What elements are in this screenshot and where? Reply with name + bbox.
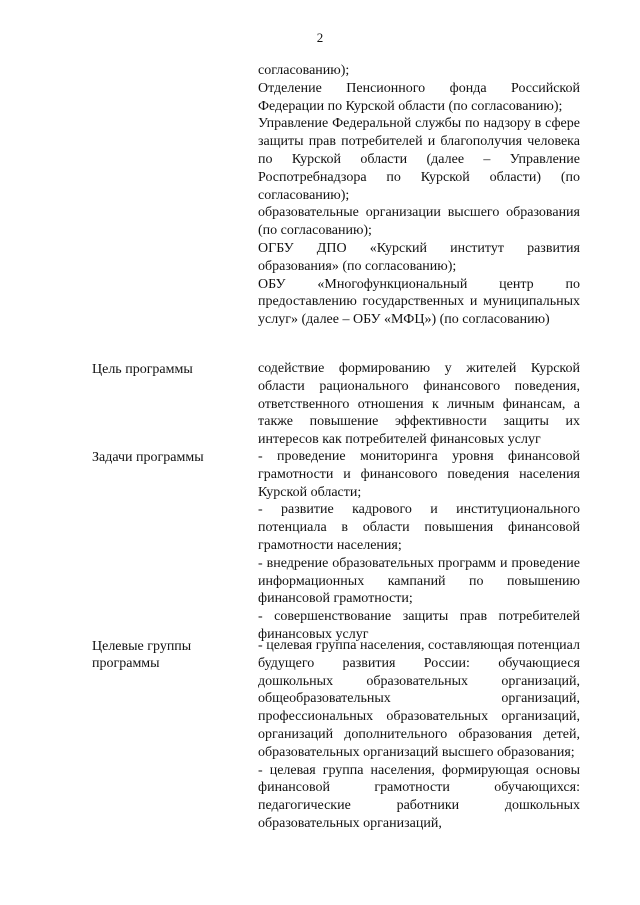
target-groups-label: Целевые группы программы (92, 639, 192, 671)
paragraph: Управление Федеральной службы по надзору в сфере защиты прав потребителей и благополучия человека по Курской области (далее – Управление Роспотребнадзора по Курской области) (по согласованию); (258, 116, 580, 203)
tasks-label: Задачи программы (92, 450, 204, 465)
tasks-text (258, 448, 580, 644)
paragraph: ОБУ «Многофункциональный центр по предоставлению государственных и муниципальных услуг» (далее – ОБУ «МФЦ») (по согласованию) (258, 276, 580, 328)
target-groups-text (258, 637, 580, 833)
paragraph: ОГБУ ДПО «Курский институт развития образования» (по согласованию); (258, 240, 580, 274)
paragraph: - совершенствование защиты прав потребителей финансовых услуг (258, 609, 580, 642)
paragraph: содействие формированию у жителей Курской области рационального финансового поведения, ответственного отношения к личным финансам, а также повышение эффективности защиты их интересов как потребителей финансовых услуг (258, 361, 580, 448)
paragraph: согласованию); (258, 63, 350, 78)
paragraph: образовательные организации высшего образования (по согласованию); (258, 205, 580, 239)
paragraph: Отделение Пенсионного фонда Российской Федерации по Курской области (по согласованию); (258, 80, 580, 114)
paragraph: - целевая группа населения, формирующая основы финансовой грамотности обучающихся: педагогические работники дошкольных образовательных организаций, (258, 762, 580, 831)
paragraph: - внедрение образовательных программ и проведение информационных кампаний по повышению финансовой грамотности; (258, 555, 580, 607)
paragraph: - проведение мониторинга уровня финансовой грамотности и финансового поведения населения Курской области; (258, 449, 580, 500)
goal-text (258, 360, 580, 449)
page-number: 2 (316, 30, 324, 45)
paragraph: - развитие кадрового и институционального потенциала в области повышения финансовой грамотности населения; (258, 502, 580, 553)
participants-text (258, 62, 580, 329)
goal-label: Цель программы (92, 362, 193, 377)
paragraph: - целевая группа населения, составляющая потенциал будущего развития России: обучающиеся дошкольных образовательных организаций, общеобразовательных организаций, профессиональных образовательных организаций, организаций дополнительного образования детей, образовательных организаций высшего образования; (258, 638, 580, 760)
